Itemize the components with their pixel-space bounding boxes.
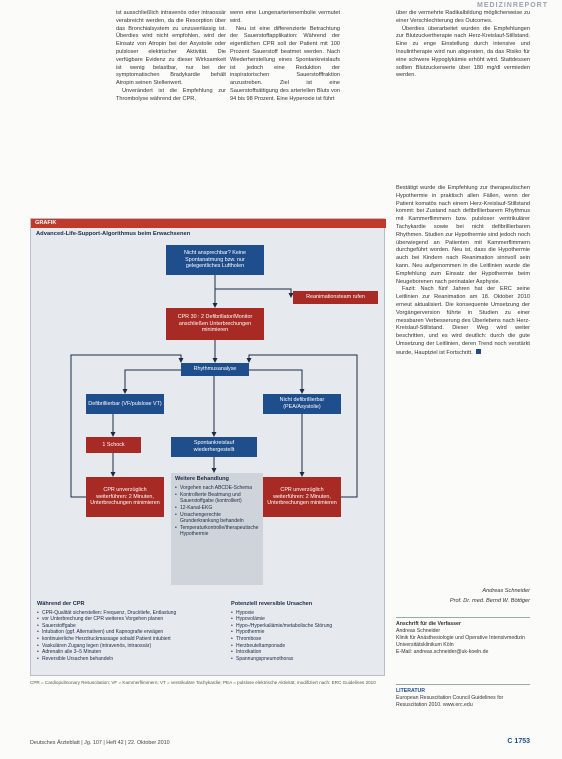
node-cpr-continue-right: CPR unverzüglich weiterführen: 2 Minuten, Unterbrechungen minimieren — [263, 477, 341, 517]
text-column-3-continued — [396, 185, 530, 585]
paragraph: Bestätigt wurde die Empfehlung zur therapeutischen Hypothermie in praktisch allen Fällen, wenn der Patient komatös nach einem Herz-Kreislauf-Stillstand kommt: bei Zustand nach defibrillierbarem Rhythmus mit Kammerflimmern bzw. pulsloser ventrikulärer Tachykardie sowie bei nicht defibrillierbaren Rhythmen. Studien zur Hypothermie sind jedoch noch überwiegend an Patienten mit Kammerflimmern durchgeführt worden. Neu ist, dass die Hypothermie auch bei Kindern nach Reanimation sinnvoll sein kann. Neu aufgenommen in die Leitlinien wurde die Empfehlung zum Einsatz der Hypothermie beim Neugeborenen nach perinataler Asphyxie. — [396, 185, 530, 285]
node-rhythm-analysis: Rhythmusanalyse — [181, 363, 249, 376]
node-one-shock: 1 Schock — [86, 437, 141, 453]
care-list — [175, 485, 259, 538]
list-item: • Kontrollierte Beatmung und Sauerstoffgabe (kontrolliert) — [175, 492, 259, 504]
node-non-shockable: Nicht defibrillierbar (PEA/Asystolie) — [263, 394, 341, 414]
node-unresponsive: Nicht ansprechbar? Keine Spontanatmung bzw. nur gelegentliches Luftholen — [166, 245, 264, 275]
loop-left — [71, 355, 181, 497]
node-rosc: Spontankreislauf wiederhergestellt — [171, 437, 257, 457]
list-item: • Intubation (ggf. Alternativen) und Kapnografie erwägen — [37, 629, 205, 636]
node-shockable: Defibrillierbar (VF/pulslose VT) — [86, 394, 164, 414]
list-item: • Temperaturkontrolle/therapeutische Hypothermie — [175, 525, 259, 537]
address-line: Universitätsklinikum Köln — [396, 642, 454, 648]
correspondence-address — [396, 617, 530, 656]
list-item: • Thrombose — [231, 636, 381, 643]
paragraph: Unverändert ist die Empfehlung zur Thrombolyse während der CPR, — [116, 87, 226, 102]
list-item: • vor Unterbrechung der CPR weiteres Vorgehen planen — [37, 616, 205, 623]
text-column-2 — [230, 10, 340, 104]
arrow-to-nondefib — [249, 370, 302, 393]
arrow-to-reanimation-team — [215, 289, 291, 297]
figure-caption: CPR = Cardiopulmonary Resuscitation; VF = Kammerflimmern; VT = ventrikuläre Tachykardie; PEA = pulslose elektrische Aktivität; modifiziert nach: ERC Guidelines 2010 — [30, 680, 376, 685]
list-item: • 12-Kanal-EKG — [175, 505, 259, 511]
paragraph: über die vermehrte Radikalbildung möglicherweise zu einer Verschlechterung des Outcomes. — [396, 10, 530, 24]
list-item: • Spannungspneumothorax — [231, 656, 381, 663]
section-heading: Während der CPR — [37, 601, 85, 607]
page-number: C 1753 — [507, 738, 530, 745]
literature-heading: LITERATUR — [396, 688, 426, 694]
paragraph: Überdies überarbeitet wurden die Empfehlungen zur Blutzuckertherapie nach Herz-Kreislauf-Stillstand. Eine zu enge Einstellung durch intensive und Insulintherapie wird nun abgeraten, da das Risiko für eine schwere Hypoglykämie erhöht wird. Stattdessen sollten Blutzuckerwerte über 180 mg/dl vermieden werden. — [396, 25, 530, 79]
address-name: Andreas Schneider — [396, 628, 441, 634]
list-item: • Intoxikation — [231, 649, 381, 656]
reversible-causes-list — [231, 610, 381, 663]
list-item: • Reversible Ursachen behandeln — [37, 656, 205, 663]
literature-text: European Resuscitation Council Guidelines for Resuscitation 2010. www.erc.edu — [396, 695, 504, 708]
list-item: • Hypo-/Hyperkaliämie/metabolische Störung — [231, 623, 381, 630]
text-column-3 — [396, 10, 530, 80]
node-call-team: Reanimationsteam rufen — [293, 291, 378, 304]
list-item: • Hypoxie — [231, 610, 381, 617]
list-item: • Hypovolämie — [231, 616, 381, 623]
list-item: • kontinuierliche Herzdruckmassage sobald Patient intubiert — [37, 636, 205, 643]
section-rubric: MEDIZINREPORT — [477, 2, 548, 9]
list-item: • Sauerstoffgabe — [37, 623, 205, 630]
list-item: • Vaskulären Zugang legen (intravenös, intraossär) — [37, 643, 205, 650]
list-item: • Adrenalin alle 3–5 Minuten — [37, 649, 205, 656]
list-item: • Ursachengerechte Grunderkrankung behandeln — [175, 512, 259, 524]
node-post-resuscitation-care — [171, 473, 263, 585]
during-cpr-list — [37, 610, 205, 663]
reversible-causes-section — [231, 601, 381, 662]
paragraph — [396, 286, 530, 357]
list-item: • Vorgehen nach ABCDE-Schema — [175, 485, 259, 491]
journal-footer: Deutsches Ärzteblatt | Jg. 107 | Heft 42 | 22. Oktober 2010 — [30, 740, 170, 746]
section-heading: Potenziell reversible Ursachen — [231, 601, 313, 607]
paragraph: ist ausschließlich intravenös oder intraossär verabreicht werden, da die Resorption über das Bronchialsystem zu unzuverlässig ist. Überdies wird nicht empfohlen, wird der Einsatz von Atropin bei der Asystolie oder pulsloser elektrischer Aktivität. Die verfügbare Evidenz zu dieser Wirksamkeit ist wenig belastbar, nur bei der symptomatischen Bradykardie behält Atropin seinen Stellenwert. — [116, 10, 226, 87]
list-item: • Herzbeuteltamponade — [231, 643, 381, 650]
als-algorithm-figure — [30, 218, 385, 676]
node-cpr-continue-left: CPR unverzüglich weiterführen: 2 Minuten, Unterbrechungen minimieren — [86, 477, 164, 517]
arrow-to-defib — [125, 370, 181, 393]
paragraph-text: Fazit: Nach fünf Jahren hat der ERC seine Leitlinien zur Reanimation am 18. Oktober 2010 erneut aktualisiert. Die konsequente Umsetzung der Vorgängerversion führte in Studien zu einer messbaren Verbesserung des Überlebens nach Herz-Kreislauf-Stillstand. Dieser Weg wird weiter beschritten, und es wird deutlich: durch die gute Umsetzung der Leitlinien, deren Trend noch verstärkt wurde, Hauptziel ist Fortschritt. — [396, 286, 530, 356]
end-of-article-mark — [476, 349, 481, 354]
paragraph: wenn eine Lungenarterienembolie vermutet wird. — [230, 10, 340, 24]
list-item: • CPR-Qualität sicherstellen: Frequenz, Drucktiefe, Entlastung — [37, 610, 205, 617]
loop-right — [249, 355, 357, 497]
care-heading: Weitere Behandlung — [175, 476, 229, 482]
during-cpr-section — [37, 601, 205, 662]
literature-box — [396, 684, 530, 709]
address-line: Klinik für Anästhesiologie und Operative Intensivmedizin — [396, 635, 525, 641]
paragraph: Neu ist eine differenzierte Betrachtung der Sauerstoffapplikation: Während der eigentlichen CPR soll der Patient mit 100 Prozent Sauerstoff beatmet werden. Nach Wiederherstellung eines Spontankreislaufs ist jedoch eine Reduktion der inspiratorischen Sauerstofffraktion anzustreben. Ziel ist eine Sauerstoffsättigung des arteriellen Bluts von 94 bis 98 Prozent. Eine Hyperoxie ist führt — [230, 25, 340, 102]
author-name: Andreas Schneider — [482, 588, 530, 594]
address-email: E-Mail: andreas.schneider@uk-koeln.de — [396, 649, 489, 655]
author-name: Prof. Dr. med. Bernd W. Böttiger — [449, 598, 530, 604]
figure-title: Advanced-Life-Support-Algorithmus beim Erwachsenen — [36, 231, 191, 237]
node-cpr-30-2: CPR 30 : 2 Defibrillator/Monitor anschließen Unterbrechungen minimieren — [166, 308, 264, 340]
text-column-1 — [116, 10, 226, 104]
figure-tag: GRAFIK — [31, 219, 386, 228]
address-heading: Anschrift für die Verfasser — [396, 621, 461, 627]
list-item: • Hypothermie — [231, 629, 381, 636]
